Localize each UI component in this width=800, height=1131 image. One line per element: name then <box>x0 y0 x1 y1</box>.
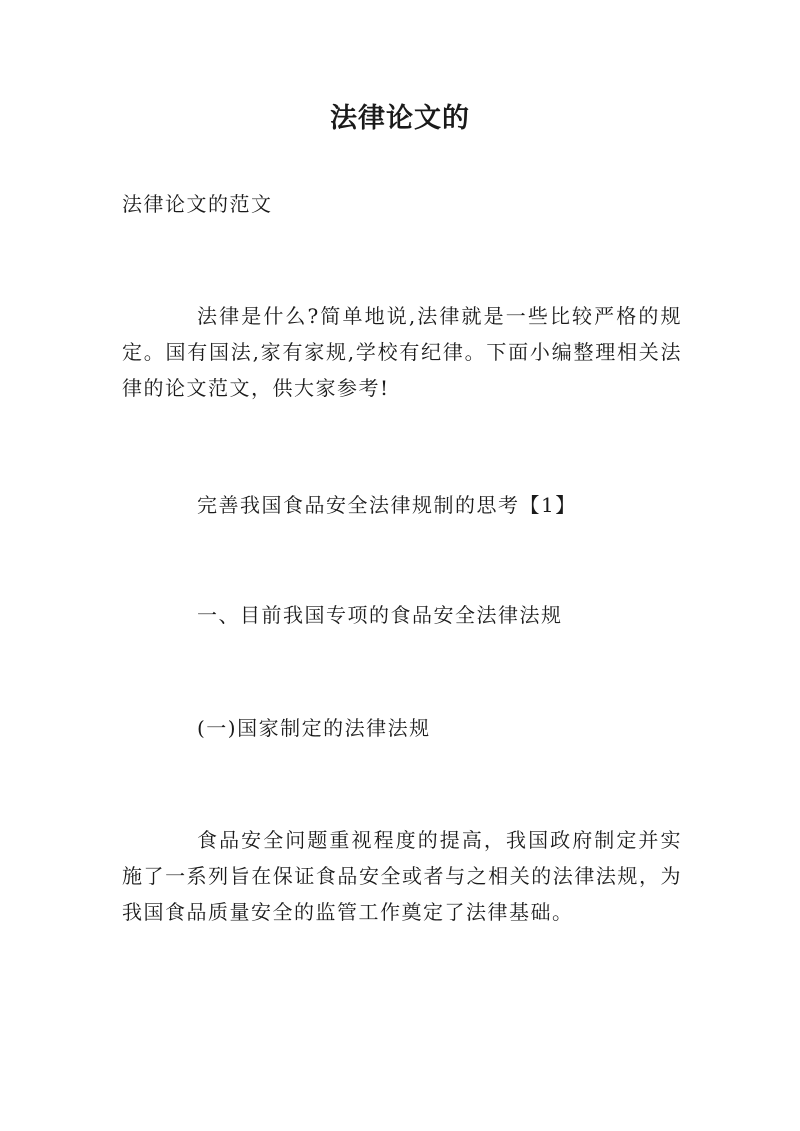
section-heading: 一、目前我国专项的食品安全法律法规 <box>197 603 563 627</box>
document-title: 法律论文的 <box>330 103 470 134</box>
article-title: 完善我国食品安全法律规制的思考【1】 <box>197 493 577 517</box>
subsection-heading: (一)国家制定的法律法规 <box>197 716 431 740</box>
body-paragraph: 食品安全问题重视程度的提高，我国政府制定并实施了一系列旨在保证食品安全或者与之相关的法律法规，为我国食品质量安全的监管工作奠定了法律基础。 <box>122 828 682 924</box>
intro-paragraph: 法律是什么?简单地说,法律就是一些比较严格的规定。国有国法,家有家规,学校有纪律。下面小编整理相关法律的论文范文，供大家参考! <box>122 304 682 400</box>
document-subtitle: 法律论文的范文 <box>122 192 273 216</box>
